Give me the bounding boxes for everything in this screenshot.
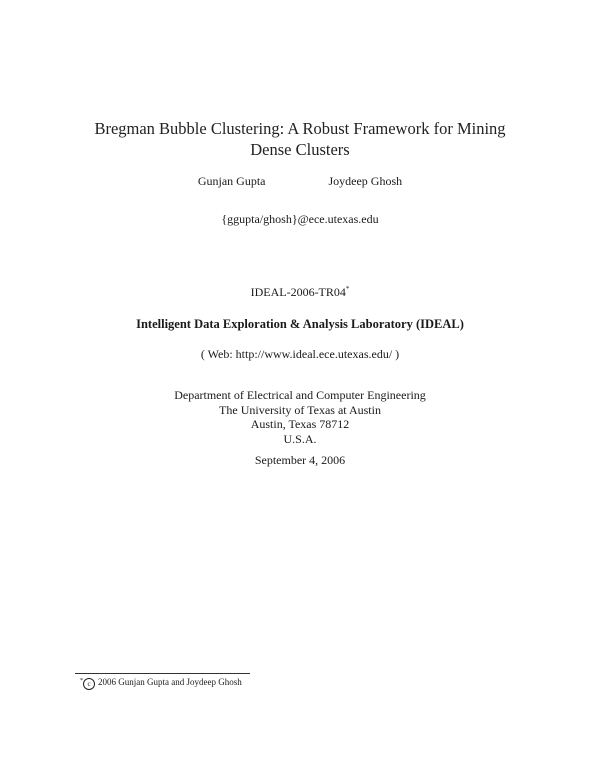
author-name: Joydeep Ghosh xyxy=(328,174,403,188)
copyright-footnote xyxy=(80,677,242,690)
address-line: The University of Texas at Austin xyxy=(219,402,381,417)
footnote-divider xyxy=(75,673,250,674)
title-line-2: Dense Clusters xyxy=(250,140,350,159)
lab-website: ( Web: http://www.ideal.ece.utexas.edu/ ) xyxy=(200,347,400,361)
lab-name: Intelligent Data Exploration & Analysis Laboratory (IDEAL) xyxy=(136,317,464,331)
address-line: U.S.A. xyxy=(283,431,317,446)
paper-title xyxy=(0,118,600,160)
copyright-text: 2006 Gunjan Gupta and Joydeep Ghosh xyxy=(98,677,242,687)
author-email: {ggupta/ghosh}@ece.utexas.edu xyxy=(221,212,379,226)
report-id-text: IDEAL-2006-TR04 xyxy=(250,285,346,299)
copyright-icon: c xyxy=(83,678,95,690)
title-line-1: Bregman Bubble Clustering: A Robust Framework for Mining xyxy=(94,119,506,138)
report-id xyxy=(0,285,600,300)
footnote-marker: * xyxy=(345,285,350,293)
address-line: Austin, Texas 78712 xyxy=(250,417,350,431)
author-list xyxy=(0,174,600,189)
author-name: Gunjan Gupta xyxy=(197,174,266,188)
institution-address xyxy=(0,388,600,446)
report-date: September 4, 2006 xyxy=(254,453,346,467)
footnote-marker: * xyxy=(80,678,83,684)
address-line: Department of Electrical and Computer Engineering xyxy=(174,388,426,402)
